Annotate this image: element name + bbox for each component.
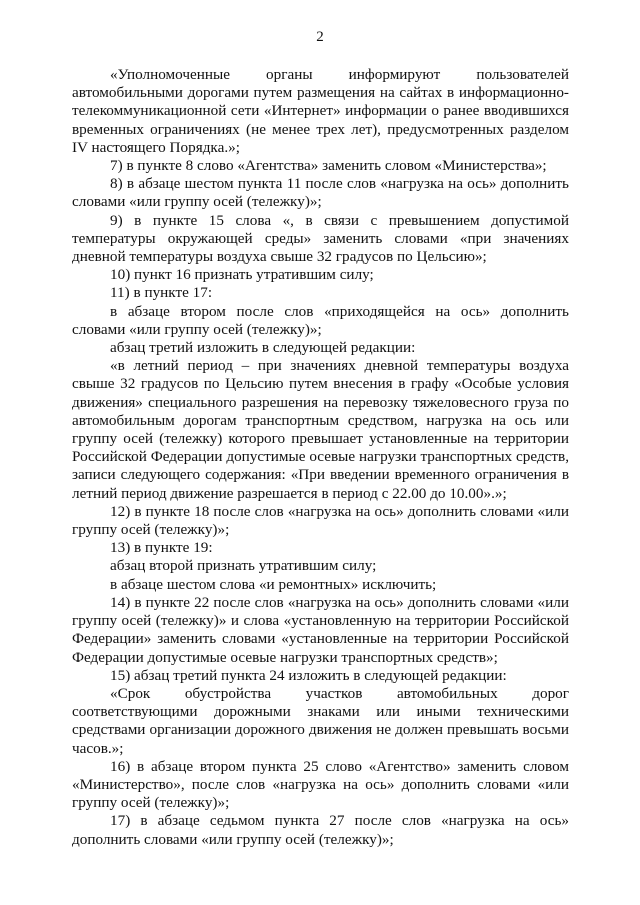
paragraph: 11) в пункте 17: — [110, 284, 213, 302]
paragraph: 14) в пункте 22 после слов «нагрузка на ось» дополнить словами «или группу осей (тележку)» и слова «установленную на территории Российской Федерации» заменить словами «установленные на территории Российской Федерации допустимые осевые нагрузки транспортных средств»; — [72, 593, 569, 666]
paragraph: 12) в пункте 18 после слов «нагрузка на ось» дополнить словами «или группу осей (тележку)»; — [72, 502, 569, 539]
page-number: 2 — [316, 29, 324, 45]
document-body — [72, 66, 569, 849]
paragraph: 8) в абзаце шестом пункта 11 после слов «нагрузка на ось» дополнить словами «или группу осей (тележку)»; — [72, 175, 569, 211]
paragraph: «в летний период – при значениях дневной температуры воздуха свыше 32 градусов по Цельсию путем внесения в графу «Особые условия движения» специального разрешения на перевозку тяжеловесного груза по автомобильным дорогам транспортным средством, нагрузка на ось или группу осей (тележку) которого превышает установленные на территории Российской Федерации допустимые осевые нагрузки транспортных средств, записи следующего содержания: «При введении временного ограничения в летний период движение разрешается в период с 22.00 до 10.00».»; — [72, 357, 569, 502]
paragraph: 7) в пункте 8 слово «Агентства» заменить словом «Министерства»; — [110, 157, 547, 175]
paragraph: в абзаце втором после слов «приходящейся на ось» дополнить словами «или группу осей (тележку)»; — [72, 302, 569, 338]
paragraph: 13) в пункте 19: — [110, 539, 213, 557]
paragraph: 16) в абзаце втором пункта 25 слово «Агентство» заменить словом «Министерство», после слов «нагрузка на ось» дополнить словами «или группу осей (тележку)»; — [72, 757, 569, 812]
paragraph: 9) в пункте 15 слова «, в связи с превышением допустимой температуры окружающей среды» заменить словами «при значениях дневной температуры воздуха свыше 32 градусов по Цельсию»; — [72, 211, 569, 266]
paragraph: в абзаце шестом слова «и ремонтных» исключить; — [110, 575, 437, 593]
paragraph: абзац третий изложить в следующей редакции: — [110, 339, 416, 357]
paragraph: 15) абзац третий пункта 24 изложить в следующей редакции: — [110, 666, 507, 684]
paragraph: «Уполномоченные органы информируют пользователей автомобильными дорогами путем размещения на сайтах в информационно-телекоммуникационной сети «Интернет» информации о ранее вводившихся временных ограничениях (не менее трех лет), предусмотренных разделом IV настоящего Порядка.»; — [72, 66, 569, 156]
paragraph: абзац второй признать утратившим силу; — [110, 557, 377, 575]
paragraph: 17) в абзаце седьмом пункта 27 после слов «нагрузка на ось» дополнить словами «или группу осей (тележку)»; — [72, 812, 569, 848]
paragraph: 10) пункт 16 признать утратившим силу; — [110, 266, 374, 284]
paragraph: «Срок обустройства участков автомобильных дорог соответствующими дорожными знаками или иными техническими средствами организации дорожного движения не должен превышать восьми часов.»; — [72, 684, 569, 757]
